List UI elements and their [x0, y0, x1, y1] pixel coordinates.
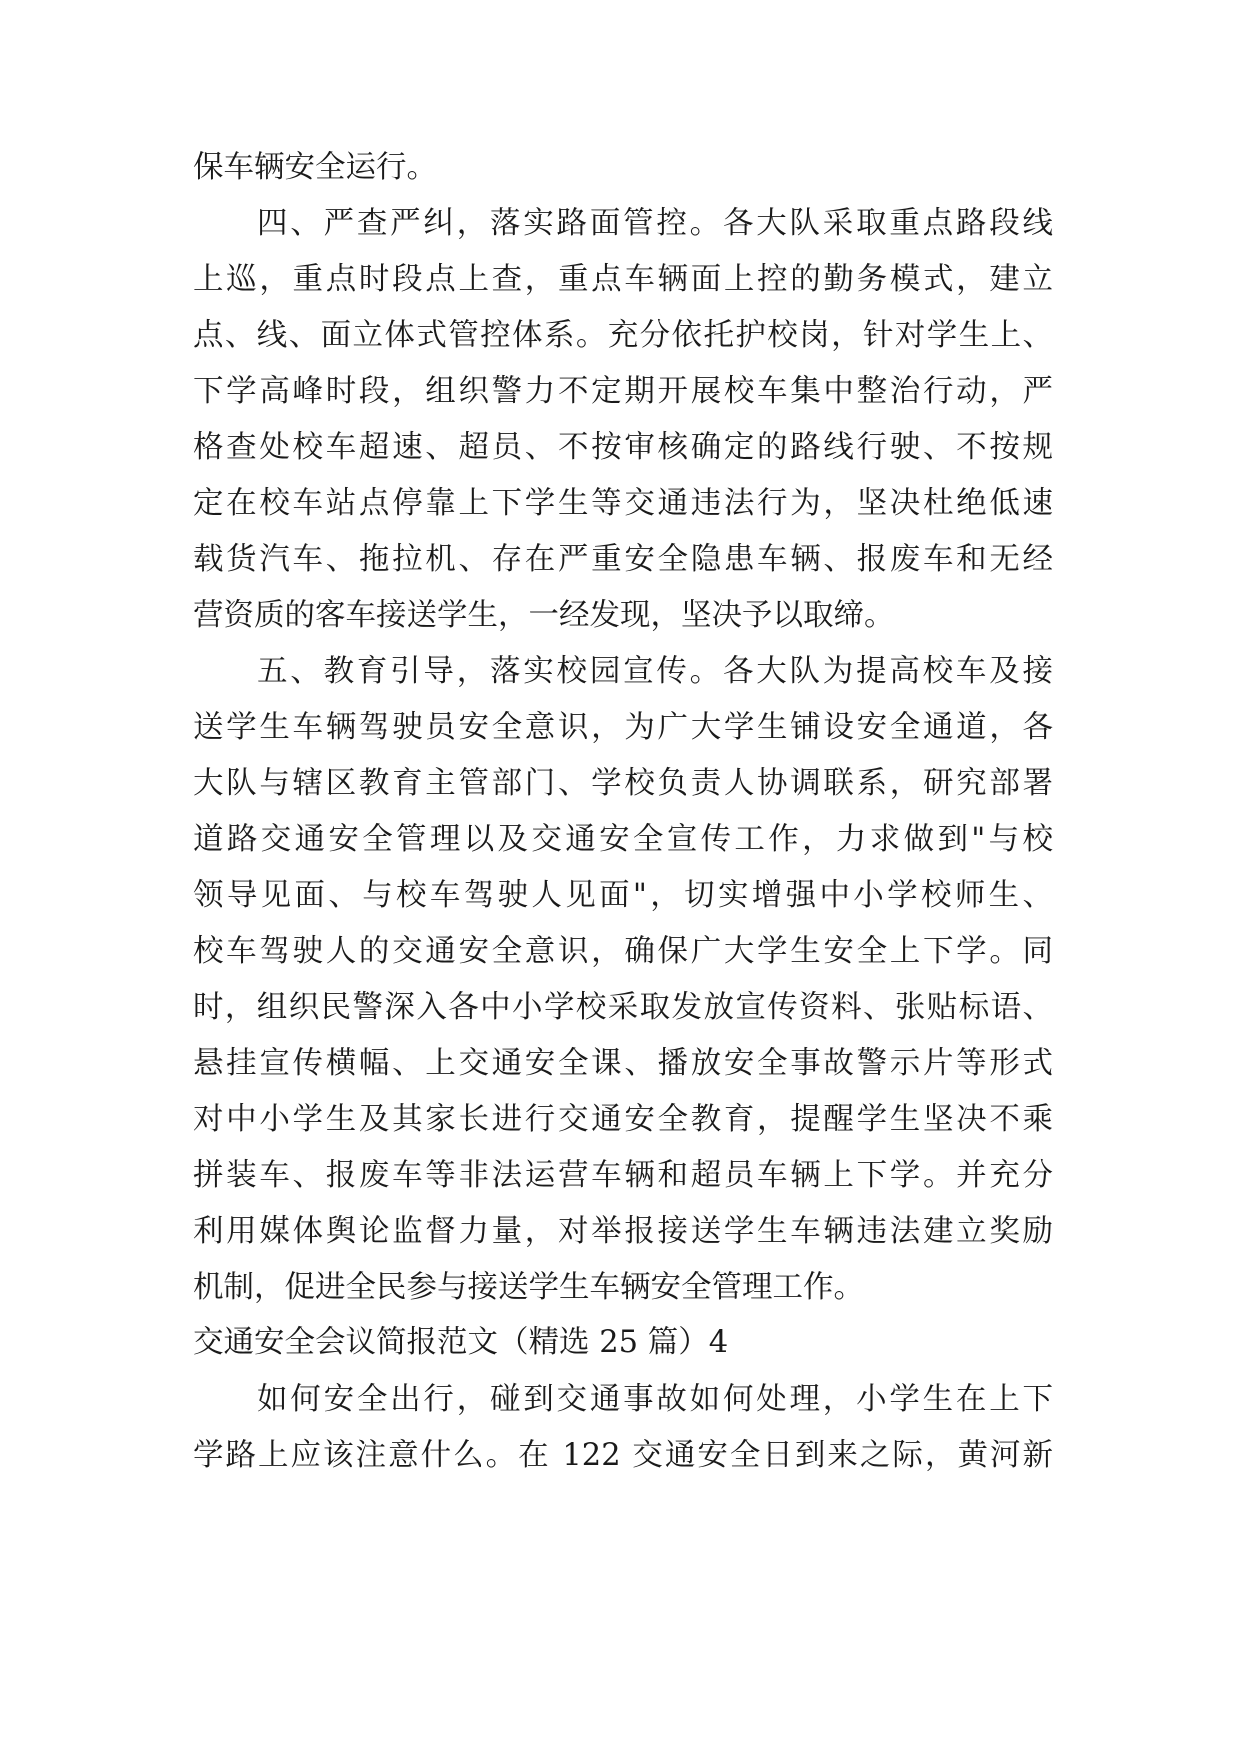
section-heading: 交通安全会议简报范文（精选 25 篇）4: [193, 1325, 729, 1360]
text-line: 格查处校车超速、超员、不按审核确定的路线行驶、不按规: [193, 430, 1053, 465]
text-line: 机制，促进全民参与接送学生车辆安全管理工作。: [193, 1270, 864, 1305]
text-line: 拼装车、报废车等非法运营车辆和超员车辆上下学。并充分: [193, 1158, 1053, 1193]
text-line: 保车辆安全运行。: [193, 150, 437, 185]
text-line: 载货汽车、拖拉机、存在严重安全隐患车辆、报废车和无经: [193, 542, 1053, 577]
text-line: 道路交通安全管理以及交通安全宣传工作，力求做到"与校: [193, 822, 1053, 857]
text-line: 大队与辖区教育主管部门、学校负责人协调联系，研究部署: [193, 766, 1053, 801]
text-line: 悬挂宣传横幅、上交通安全课、播放安全事故警示片等形式: [193, 1046, 1053, 1081]
paragraph-start-line: 五、教育引导，落实校园宣传。各大队为提高校车及接: [257, 654, 1053, 689]
text-line: 营资质的客车接送学生，一经发现，坚决予以取缔。: [193, 598, 895, 633]
text-line: 送学生车辆驾驶员安全意识，为广大学生铺设安全通道，各: [193, 710, 1053, 745]
text-line: 定在校车站点停靠上下学生等交通违法行为，坚决杜绝低速: [193, 486, 1053, 521]
text-line: 对中小学生及其家长进行交通安全教育，提醒学生坚决不乘: [193, 1102, 1053, 1137]
paragraph-start-line: 四、严查严纠，落实路面管控。各大队采取重点路段线: [257, 206, 1053, 241]
text-line: 时，组织民警深入各中小学校采取发放宣传资料、张贴标语、: [193, 990, 1053, 1025]
text-line: 下学高峰时段，组织警力不定期开展校车集中整治行动，严: [193, 374, 1053, 409]
text-line: 学路上应该注意什么。在 122 交通安全日到来之际，黄河新: [193, 1438, 1053, 1473]
text-line: 点、线、面立体式管控体系。充分依托护校岗，针对学生上、: [193, 318, 1053, 353]
text-line: 领导见面、与校车驾驶人见面"，切实增强中小学校师生、: [193, 878, 1053, 913]
text-line: 校车驾驶人的交通安全意识，确保广大学生安全上下学。同: [193, 934, 1053, 969]
text-line: 利用媒体舆论监督力量，对举报接送学生车辆违法建立奖励: [193, 1214, 1053, 1249]
paragraph-start-line: 如何安全出行，碰到交通事故如何处理，小学生在上下: [257, 1382, 1053, 1417]
text-line: 上巡，重点时段点上查，重点车辆面上控的勤务模式，建立: [193, 262, 1053, 297]
